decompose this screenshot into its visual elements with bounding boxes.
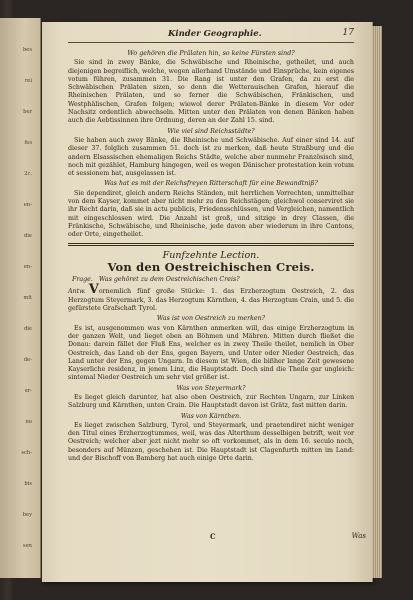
page-footer — [68, 532, 366, 542]
left-page-fragment: en- — [23, 264, 32, 270]
question-knighthood: Was hat es mit der Reichsfreyen Ritterschaft für eine Bewandtniß? — [104, 180, 318, 188]
left-page-fragment: no — [25, 419, 32, 425]
answer-carinthia: Es lieget zwischen Salzburg, Tyrol, und Steyermark, und praetendiret nicht weniger den Titul eines Erzherzogtummes, weil, was das Alterthum desselbigen betrift, weit vor Oestreich; welcher aber jezt nicht mehr so oft vorkommet, als in dem 16. seculo noch, besonders auf Münzen, geschehen ist. Die Hauptstadt ist Clagenfurth mitten im Land: und der Bischoff von Bamberg hat auch einige Orte darin. — [68, 421, 354, 463]
left-page-fragment: bey — [22, 512, 32, 518]
answer-imperial-cities: Sie haben auch zwey Bänke, die Rheinische und Schwäbische. Auf einer sind 14. auf dieser 37. folglich zusammen 51. doch ist zu merken, daß heute Straßburg und die andern Elsassischen ehemaligen Reichs Städte, welche aber nunmehr Französisch sind, noch mit gezählet, Hamburg hingegen, weil es wegen Dänischer protestation kein votum et sessionem hat, ausgelassen ist. — [68, 136, 354, 178]
question-austria: Was ist von Oestreich zu merken? — [156, 315, 266, 323]
left-page-fragment: fes — [24, 140, 32, 146]
signature-mark: C — [210, 532, 216, 541]
question-styria: Was von Steyermark? — [176, 384, 246, 392]
left-page-fragment: en- — [23, 202, 32, 208]
frage-line — [68, 276, 354, 284]
drop-initial: V — [88, 282, 99, 298]
answer-styria: Es lieget gleich darunter, hat also oben Oestreich, zur Rechten Ungarn, zur Linken Salzburg und Kärnthen, unten Crain. Die Hauptstadt davon ist Grätz, fast mitten darin. — [68, 393, 354, 410]
antwort-label: Antw. — [68, 288, 86, 296]
left-page-fragment: die — [23, 233, 32, 239]
section-divider-thick — [68, 243, 354, 244]
left-page-fragment: ber — [23, 109, 32, 115]
page-content — [68, 48, 354, 464]
antwort-paragraph — [68, 282, 354, 313]
running-title: Kinder Geographie. — [168, 29, 262, 39]
lection-title: Von den Oestreichischen Creis. — [107, 259, 315, 274]
antwort-text: ornemlich fünf große Stücke: 1. das Erzherzogtum Oestreich, 2. das Herzogtum Steyermark, 3. das Herzogtum Kärnthen, 4. das Herzogtum Crain, und 5. die gefürstete Grafschaft Tyrol. — [68, 288, 354, 313]
left-page-fragment: bis — [24, 481, 32, 487]
frage-label: Frage. — [72, 276, 93, 284]
question-prelates: Wo gehören die Prälaten hin, so keine Fürsten sind? — [127, 50, 295, 57]
left-page-fragment: die — [23, 326, 32, 332]
left-page-fragment: de- — [23, 357, 32, 363]
page-stack-edge — [372, 26, 382, 578]
lection-number: Funfzehnte Lection. — [162, 249, 260, 261]
question-carinthia: Was von Kärnthen. — [180, 412, 242, 420]
question-imperial-cities: Wie viel sind Reichsstädte? — [167, 127, 255, 135]
answer-prelates: Sie sind in zwey Bänke, die Schwäbische und Rheinische, getheilet, und auch diejenigen begreiflich, welche, wegen allerhand Umstände und Einsprüche, kein eigenes votum führen, zusammen 31. Die Rang ist unter den Grafen, da zu erst die Schwäbischen Prälaten sizen, so denn die Wetterauischen Grafen, hierauf die Rheinischen Prälaten, und so ferner die Schwäbischen, Fränkischen, und Westphälischen, Grafen folgen; wiewol derer Prälaten-Bänke in diesem Vor oder Nachsitz ordentlich abwechseln. Mitten unter den Prälaten von denen Bänken haben auch die Aebtissinnen ihre Ordnung, deren an der Zahl 15. sind. — [68, 59, 354, 125]
section-divider-thin — [68, 245, 354, 246]
left-page-fragment: rei — [24, 78, 32, 84]
left-page-fragment: er- — [24, 388, 32, 394]
page-number: 17 — [342, 28, 354, 38]
catchword: Was — [351, 532, 366, 540]
frage-text: Was gehöret zu dem Oestreichischen Creis? — [98, 276, 240, 284]
left-page-fragment: 2c. — [24, 171, 32, 177]
book-page — [42, 22, 372, 582]
left-page-fragment: bes — [22, 47, 32, 53]
running-header — [68, 28, 354, 43]
left-page-edge — [0, 18, 41, 578]
left-page-fragment: sen — [22, 543, 32, 549]
answer-austria: Es ist, ausgenommen was von Kärnthen anmerken will, das einige Erzherzogtum in der ganzen Welt, und lieget oben an Böhmen und Mähren. Mitten durch fließet die Donau: darein fället der Fluß Ens, welcher es in zwey Theile theilet, nemlich in Ober Oestreich, das Land ob der Ens, gegen Bayern, und Unter oder Nieder Oestreich, das Land unter der Ens, gegen Ungarn. In diesem ist Wien, die bißher lange Zeit gewesene Kayserliche residenz, in jenem Linz, die Hauptstadt. Doch sind die Theile gar ungleich: sintemal Nieder Oestreich um sehr viel größer ist. — [68, 324, 354, 382]
left-page-fragment: mit — [23, 295, 32, 301]
left-page-fragment: sch- — [21, 450, 32, 456]
answer-knighthood: Sie dependiret, gleich andern Reichs Ständen, mit herrlichen Vorrechten, unmittelbar von dem Kayser, kommet aber nicht mehr zu den Reichstägen; gleichwol conserviret sie ihr Recht darin, daß sie in actu publicis, Friedensschlüssen, und Vergleichen, namentlich mit eingeschlossen wird. Die Anzahl ist groß, und sitzige in drey Classen, die Fränkische, Schwäbische, und Rheinische, jede davon aber wiederum in ihre Cantons, oder Orte, eingetheilet. — [68, 189, 354, 239]
